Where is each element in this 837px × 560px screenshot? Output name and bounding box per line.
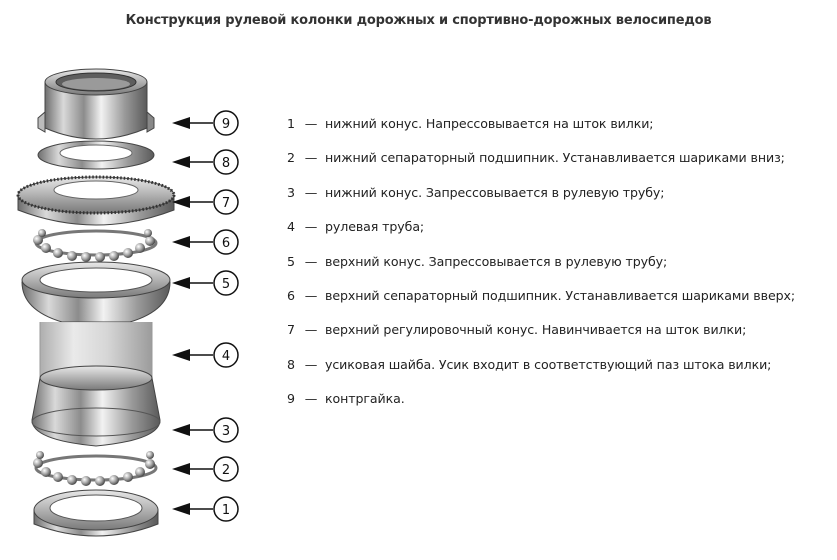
legend-dash: — [304,116,318,131]
callout-2 [172,457,238,481]
callout-6 [172,230,238,254]
legend-dash: — [304,287,318,303]
legend-text: нижний сепараторный подшипник. Устанавливается шариками вниз; [325,150,785,166]
legend-number: 7 [287,322,295,338]
legend-item-7 [287,318,795,352]
callout-8 [172,150,238,174]
legend-number: 8 [287,356,295,372]
callout-3-label: 3 [221,424,231,439]
legend-text: верхний конус. Запрессовывается в рулевую трубу; [325,253,668,269]
legend-item-2 [287,146,795,180]
part-3-lower-cup [32,366,160,446]
part-7-adjustable-cone [18,177,174,225]
legend-dash: — [304,391,318,407]
legend-item-4 [287,215,795,249]
callout-2-label: 2 [221,463,231,478]
legend-item-8 [287,353,795,387]
legend-number: 3 [287,184,295,200]
legend-number: 4 [287,219,295,235]
callout-6-label: 6 [221,236,231,251]
legend-text: верхний регулировочный конус. Навинчивается на шток вилки; [325,322,747,338]
callout-1 [172,497,238,521]
legend-number: 1 [287,116,295,131]
part-8-tab-washer [38,141,154,169]
callout-4 [172,343,238,367]
callout-7-label: 7 [221,196,231,211]
legend-text: верхний сепараторный подшипник. Устанавливается шариками вверх; [325,287,795,303]
callout-5-label: 5 [221,277,231,292]
legend-item-9 [287,387,795,421]
legend-number: 6 [287,287,295,303]
legend-item-6 [287,284,795,318]
legend-dash: — [304,219,318,235]
part-2-lower-bearing [33,451,156,486]
diagram-title: Конструкция рулевой колонки дорожных и спортивно-дорожных велосипедов [125,13,712,28]
legend-text: нижний конус. Напрессовывается на шток вилки; [325,116,654,131]
part-9-locknut [38,69,154,139]
legend-item-3 [287,181,795,215]
legend-number: 2 [287,150,295,166]
legend-text: нижний конус. Запрессовывается в рулевую трубу; [325,184,665,200]
callout-9-label: 9 [221,117,231,132]
part-6-upper-bearing [33,229,156,262]
part-1-crown-race [34,490,158,536]
legend-text: рулевая труба; [325,219,425,235]
callout-9 [172,111,238,135]
legend-text: контргайка. [325,391,405,407]
callout-5 [172,271,238,295]
legend-dash: — [304,184,318,200]
legend-number: 5 [287,253,295,269]
callout-3 [172,418,238,442]
callout-8-label: 8 [221,156,231,171]
legend-dash: — [304,356,318,372]
legend-dash: — [304,253,318,269]
callout-4-label: 4 [221,349,231,364]
legend-number: 9 [287,391,295,407]
callout-7 [172,190,238,214]
headset-exploded-illustration [0,40,270,560]
callout-1-label: 1 [221,503,231,518]
legend-item-1 [287,112,795,146]
legend-dash: — [304,150,318,166]
legend-dash: — [304,322,318,338]
legend-text: усиковая шайба. Усик входит в соответствующий паз штока вилки; [325,356,772,372]
legend-item-5 [287,250,795,284]
part-5-upper-cup [22,262,170,322]
parts-legend [287,112,795,422]
